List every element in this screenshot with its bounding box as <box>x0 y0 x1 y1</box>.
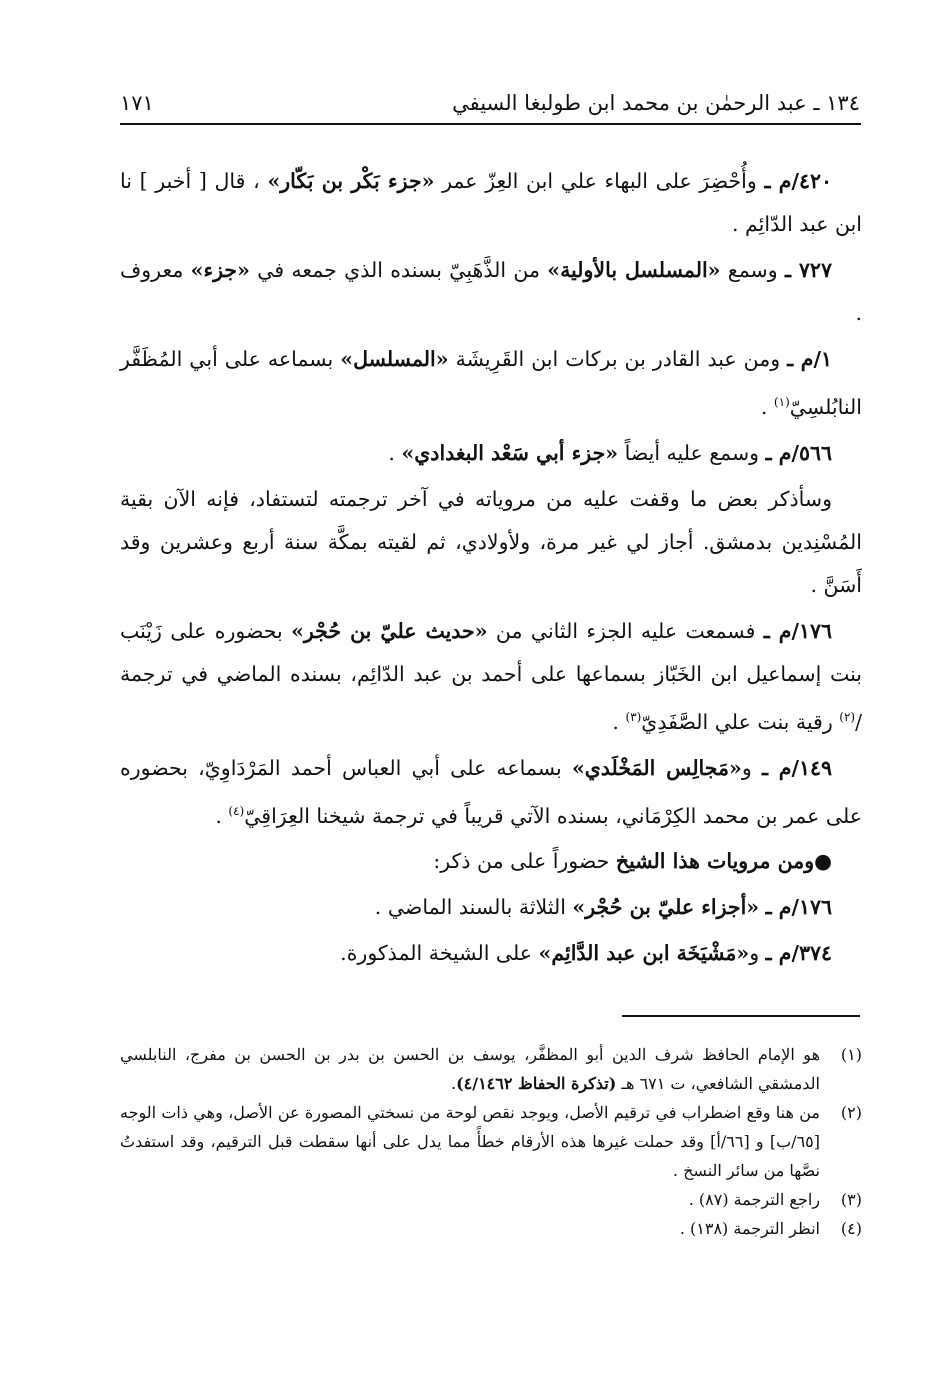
paragraph: ٤٢٠/م ـ وأُحْضِرَ على البهاء علي ابن العِزّ عمر «جزء بَكْر بن بَكّار» ، قال [ أخبر ] نا ابن عبد الدّائِم . <box>120 169 862 236</box>
paragraph: ١٧٦/م ـ فسمعت عليه الجزء الثاني من «حديث عليّ بن حُجْر» بحضوره على زَيْنَب بنت إسماعيل ابن الخَبّاز بسماعها على أحمد بن عبد الدّائِم، بسنده الماضي في ترجمة /$^{(٢)}$ رقية بنت علي الصَّفَدِيّ$^{(٣)}$ . <box>120 618 862 734</box>
footnote-number: (٤) <box>840 1219 862 1238</box>
running-header <box>120 86 860 120</box>
bold-title: «مَشْيَخَة ابن عبد الدَّائِم» <box>538 941 750 966</box>
footnote-ref[interactable]: (٢) <box>839 709 856 724</box>
header-rule <box>120 123 861 125</box>
bold-title: «المسلسل بالأولية» <box>547 258 721 282</box>
bold-title: «جزء» <box>190 258 250 282</box>
paragraph: ٧٢٧ ـ وسمع «المسلسل بالأولية» من الذَّهَبِيّ بسنده الذي جمعه في «جزء» معروف . <box>120 258 862 325</box>
footnote-number: (١) <box>840 1045 862 1064</box>
footnote-ref[interactable]: (٣) <box>625 709 642 724</box>
footnote: (٢) من هنا وقع اضطراب في ترقيم الأصل، ويوجد نقص لوحة من نسختي المصورة عن الأصل، وهي ذات الوجه [٦٥/ب] و [٦٦/أ] وقد حملت غيرها هذه الأرقام خطأً مما يدل على أنها سقطت قبل الترقيم، وقد استفدتُ نصَّها من سائر النسخ . <box>120 1098 862 1185</box>
bold-title: «جزء أبي سَعْد البغدادي» <box>401 440 619 465</box>
list-item: ١٧٦/م ـ «أجزاء عليّ بن حُجْر» الثلاثة بالسند الماضي . <box>374 895 832 920</box>
entry-number: ١٤٩/م ـ <box>761 755 832 780</box>
bold-title: «حديث عليّ بن حُجْر» <box>291 618 488 643</box>
page-number: ١٧١ <box>120 91 154 115</box>
list-intro: ●ومن مرويات هذا الشيخ حضوراً على من ذكر: <box>433 849 832 874</box>
bold-title: «مَجالِس المَخْلَدي» <box>571 755 742 780</box>
footnote-number: (٣) <box>840 1190 862 1209</box>
paragraph: ١/م ـ ومن عبد القادر بن بركات ابن القَرِيشَة «المسلسل» بسماعه على أبي المُظَفَّر النابُلسِيّ$^{(١)}$ . <box>120 347 862 419</box>
bold-title: «جزء بَكْر بن بَكّار» <box>267 169 435 193</box>
bold-title: «المسلسل» <box>340 347 449 371</box>
entry-number: ٤٢٠/م ـ <box>764 169 833 193</box>
paragraph: ٥٦٦/م ـ وسمع عليه أيضاً «جزء أبي سَعْد البغدادي» . <box>388 440 832 465</box>
footnote-ref[interactable]: (٤) <box>228 803 245 818</box>
main-text <box>120 160 862 978</box>
entry-number: ٥٦٦/م ـ <box>765 440 832 465</box>
entry-number: ١/م ـ <box>787 347 832 371</box>
footnote-rule <box>622 1015 860 1017</box>
bold-title: «أجزاء عليّ بن حُجْر» <box>572 895 760 920</box>
bullet-icon: ● <box>814 849 832 874</box>
paragraph: وسأذكر بعض ما وقفت عليه من مروياته في آخر ترجمته لتستفاد، فإنه الآن بقية المُسْنِدين بدمشق. أجاز لي غير مرة، ولأولادي، ثم لقيته بمكَّة سنة أربع وعشرين وقد أَسَنَّ . <box>120 486 862 597</box>
list-item: ٣٧٤/م ـ و«مَشْيَخَة ابن عبد الدَّائِم» على الشيخة المذكورة. <box>340 941 832 966</box>
footnotes <box>120 1040 862 1243</box>
footnote-number: (٢) <box>840 1103 862 1122</box>
entry-number: ١٧٦/م ـ <box>763 618 832 643</box>
footnote: (٣) راجع الترجمة (٨٧) . <box>120 1185 862 1214</box>
footnote-ref[interactable]: (١) <box>773 395 790 409</box>
entry-number: ٧٢٧ ـ <box>784 258 832 282</box>
entry-number: ١٧٦/م ـ <box>765 895 832 920</box>
header-title: ١٣٤ ـ عبد الرحمٰن بن محمد ابن طولبغا السيفي <box>452 91 860 115</box>
paragraph: ١٤٩/م ـ و«مَجالِس المَخْلَدي» بسماعه على أبي العباس أحمد المَرْدَاوِيّ، بحضوره على عمر بن محمد الكِرْمَاني، بسنده الآتي قريباً في ترجمة شيخنا العِرَاقِيّ$^{(٤)}$ . <box>120 755 862 828</box>
entry-number: ٣٧٤/م ـ <box>765 941 832 966</box>
footnote: (٤) انظر الترجمة (١٣٨) . <box>120 1214 862 1243</box>
footnote: (١) هو الإمام الحافظ شرف الدين أبو المظفَّر، يوسف بن الحسن بن بدر بن الحسن بن مفرج، النابلسي الدمشقي الشافعي، ت ٦٧١ هـ (تذكرة الحفاظ ٤/١٤٦٢). <box>120 1040 862 1098</box>
